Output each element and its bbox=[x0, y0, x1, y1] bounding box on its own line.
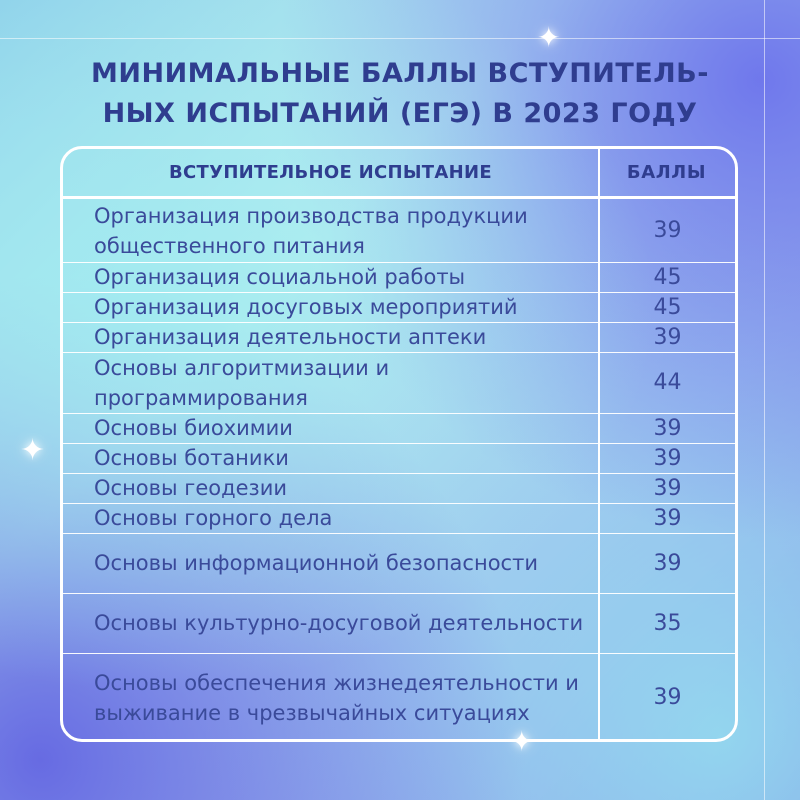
row-score: 39 bbox=[653, 475, 682, 501]
row-score: 39 bbox=[653, 550, 682, 576]
row-subject: Основы биохимии bbox=[94, 416, 293, 440]
row-score: 39 bbox=[653, 324, 682, 350]
row-score: 39 bbox=[653, 685, 682, 710]
row-score: 39 bbox=[653, 415, 682, 441]
decorative-frame-line-horizontal bbox=[0, 38, 800, 39]
table-row bbox=[63, 292, 735, 323]
row-score: 45 bbox=[653, 264, 682, 290]
table-body bbox=[63, 199, 735, 739]
table-row bbox=[63, 443, 735, 474]
row-subject: Основы информационной безопасности bbox=[94, 551, 538, 575]
table-row bbox=[63, 199, 735, 263]
row-subject: Основы культурно-досуговой деятельности bbox=[94, 611, 584, 635]
table-row bbox=[63, 322, 735, 353]
table-row bbox=[63, 473, 735, 504]
row-subject: Организация досуговых мероприятий bbox=[94, 295, 518, 319]
table-row bbox=[63, 262, 735, 293]
page-title-line-2: НЫХ ИСПЫТАНИЙ (ЕГЭ) В 2023 ГОДУ bbox=[102, 98, 698, 129]
table-row bbox=[63, 533, 735, 594]
page-title-line-1: МИНИМАЛЬНЫЕ БАЛЛЫ ВСТУПИТЕЛЬ- bbox=[91, 58, 709, 89]
sparkle-icon: ✦ bbox=[510, 725, 534, 758]
row-subject: Организация социальной работы bbox=[94, 265, 466, 289]
sparkle-icon: ✦ bbox=[537, 21, 561, 54]
table-row bbox=[63, 593, 735, 654]
row-subject: Основы горного дела bbox=[94, 506, 333, 530]
row-score: 45 bbox=[653, 294, 682, 320]
row-score: 44 bbox=[653, 370, 682, 395]
row-subject: Основы обеспечения жизнедеятельности и выживание в чрезвычайных ситуациях bbox=[94, 670, 579, 725]
table-row bbox=[63, 503, 735, 534]
table-row bbox=[63, 413, 735, 444]
row-subject: Основы ботаники bbox=[94, 446, 289, 470]
scores-table bbox=[60, 146, 738, 742]
header-score: БАЛЛЫ bbox=[626, 162, 707, 183]
table-row bbox=[63, 653, 735, 742]
table-header bbox=[63, 149, 735, 199]
table-row bbox=[63, 352, 735, 414]
row-score: 39 bbox=[653, 505, 682, 531]
header-subject: ВСТУПИТЕЛЬНОЕ ИСПЫТАНИЕ bbox=[169, 162, 492, 183]
row-subject: Основы алгоритмизации и программирования bbox=[94, 355, 390, 410]
row-score: 35 bbox=[653, 610, 682, 636]
row-subject: Основы геодезии bbox=[94, 476, 287, 500]
row-score: 39 bbox=[653, 445, 682, 471]
page-title bbox=[0, 54, 800, 134]
row-subject: Организация производства продукции общественного питания bbox=[94, 203, 528, 258]
row-subject: Организация деятельности аптеки bbox=[94, 325, 487, 349]
row-score: 39 bbox=[653, 218, 682, 243]
sparkle-icon: ✦ bbox=[20, 433, 46, 468]
